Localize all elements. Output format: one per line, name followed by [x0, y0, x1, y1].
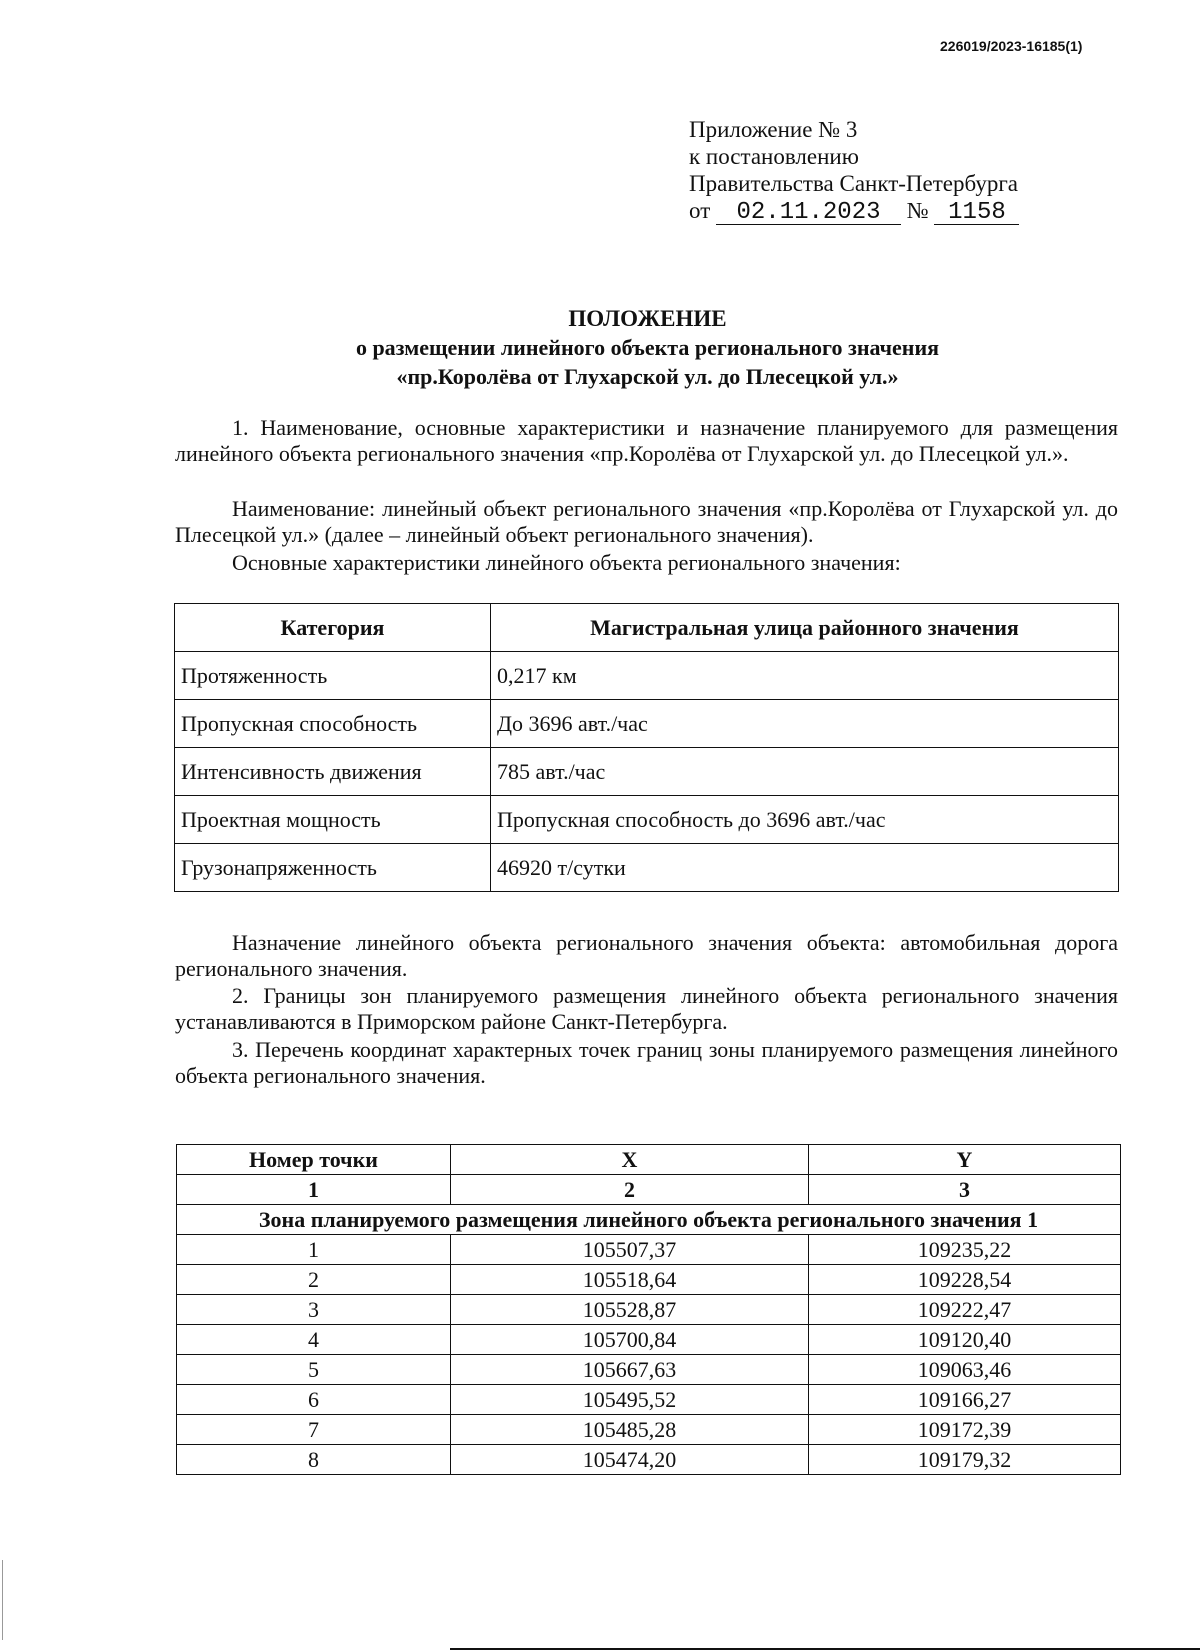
header-cell: Номер точки	[177, 1145, 451, 1175]
document-registration-number: 226019/2023-16185(1)	[940, 38, 1083, 54]
table-row	[177, 1265, 1121, 1295]
point-number: 6	[177, 1385, 451, 1415]
table-cell: 785 авт./час	[491, 748, 1119, 796]
point-number: 7	[177, 1415, 451, 1445]
zone-title-row	[177, 1205, 1121, 1235]
header-cell: Магистральная улица районного значения	[491, 604, 1119, 652]
paragraph-5: 2. Границы зон планируемого размещения линейного объекта регионального значения устанавливаются в Приморском районе Санкт-Петербурга.	[175, 983, 1118, 1034]
table-cell: Протяженность	[175, 652, 491, 700]
table-header-row	[177, 1145, 1121, 1175]
y-coordinate: 109228,54	[809, 1265, 1121, 1295]
table-row	[177, 1235, 1121, 1265]
table-row	[177, 1355, 1121, 1385]
y-coordinate: 109235,22	[809, 1235, 1121, 1265]
index-cell: 3	[809, 1175, 1121, 1205]
paragraph-4: Назначение линейного объекта регионального значения объекта: автомобильная дорога регионального значения.	[175, 930, 1118, 981]
table-cell: 46920 т/сутки	[491, 844, 1119, 892]
table-cell: Интенсивность движения	[175, 748, 491, 796]
y-coordinate: 109172,39	[809, 1415, 1121, 1445]
paragraph-3: Основные характеристики линейного объекта регионального значения:	[232, 550, 901, 575]
paragraph-1: 1. Наименование, основные характеристики и назначение планируемого для размещения линейного объекта регионального значения «пр.Королёва от Глухарской ул. до Плесецкой ул.».	[175, 415, 1118, 466]
y-coordinate: 109166,27	[809, 1385, 1121, 1415]
index-cell: 2	[451, 1175, 809, 1205]
appendix-block	[689, 116, 1019, 225]
point-number: 1	[177, 1235, 451, 1265]
y-coordinate: 109222,47	[809, 1295, 1121, 1325]
characteristics-table	[174, 603, 1119, 892]
table-cell: Пропускная способность	[175, 700, 491, 748]
y-coordinate: 109120,40	[809, 1325, 1121, 1355]
title-subtitle-1: о размещении линейного объекта регионального значения	[355, 335, 940, 360]
title-main: ПОЛОЖЕНИЕ	[568, 306, 727, 331]
resolution-date: 02.11.2023	[716, 202, 901, 225]
table-row	[175, 796, 1119, 844]
y-coordinate: 109063,46	[809, 1355, 1121, 1385]
table-cell: Проектная мощность	[175, 796, 491, 844]
title-subtitle-2: «пр.Королёва от Глухарской ул. до Плесецкой ул.»	[396, 364, 899, 389]
point-number: 3	[177, 1295, 451, 1325]
x-coordinate: 105485,28	[451, 1415, 809, 1445]
x-coordinate: 105700,84	[451, 1325, 809, 1355]
y-coordinate: 109179,32	[809, 1445, 1121, 1475]
point-number: 8	[177, 1445, 451, 1475]
appendix-line-3: Правительства Санкт-Петербурга	[689, 171, 1018, 196]
point-number: 4	[177, 1325, 451, 1355]
x-coordinate: 105528,87	[451, 1295, 809, 1325]
zone-title: Зона планируемого размещения линейного объекта регионального значения 1	[177, 1205, 1121, 1235]
appendix-line-2: к постановлению	[689, 144, 859, 169]
point-number: 2	[177, 1265, 451, 1295]
table-cell: Пропускная способность до 3696 авт./час	[491, 796, 1119, 844]
from-label: от	[689, 198, 711, 223]
table-row	[177, 1385, 1121, 1415]
table-cell: 0,217 км	[491, 652, 1119, 700]
table-row	[175, 700, 1119, 748]
paragraph-6: 3. Перечень координат характерных точек границ зоны планируемого размещения линейного объекта регионального значения.	[175, 1037, 1118, 1088]
appendix-date-line	[689, 197, 1019, 225]
table-cell: Грузонапряженность	[175, 844, 491, 892]
coordinates-table	[176, 1144, 1121, 1475]
paragraph-2: Наименование: линейный объект регионального значения «пр.Королёва от Глухарской ул. до Плесецкой ул.» (далее – линейный объект регионального значения).	[175, 496, 1118, 547]
table-row	[177, 1445, 1121, 1475]
table-row	[177, 1415, 1121, 1445]
scan-edge-mark	[2, 1560, 3, 1640]
resolution-number: 1158	[934, 202, 1019, 225]
header-cell: Y	[809, 1145, 1121, 1175]
page-bottom-rule	[450, 1648, 1200, 1650]
x-coordinate: 105518,64	[451, 1265, 809, 1295]
x-coordinate: 105667,63	[451, 1355, 809, 1385]
header-cell: Категория	[175, 604, 491, 652]
table-row	[177, 1325, 1121, 1355]
x-coordinate: 105495,52	[451, 1385, 809, 1415]
x-coordinate: 105507,37	[451, 1235, 809, 1265]
point-number: 5	[177, 1355, 451, 1385]
table-header-row	[175, 604, 1119, 652]
table-cell: До 3696 авт./час	[491, 700, 1119, 748]
table-row	[175, 652, 1119, 700]
index-cell: 1	[177, 1175, 451, 1205]
table-row	[177, 1295, 1121, 1325]
appendix-line-1: Приложение № 3	[689, 117, 858, 142]
document-title	[175, 304, 1120, 391]
table-row	[175, 748, 1119, 796]
column-index-row	[177, 1175, 1121, 1205]
x-coordinate: 105474,20	[451, 1445, 809, 1475]
header-cell: X	[451, 1145, 809, 1175]
number-label: №	[906, 198, 929, 223]
table-row	[175, 844, 1119, 892]
